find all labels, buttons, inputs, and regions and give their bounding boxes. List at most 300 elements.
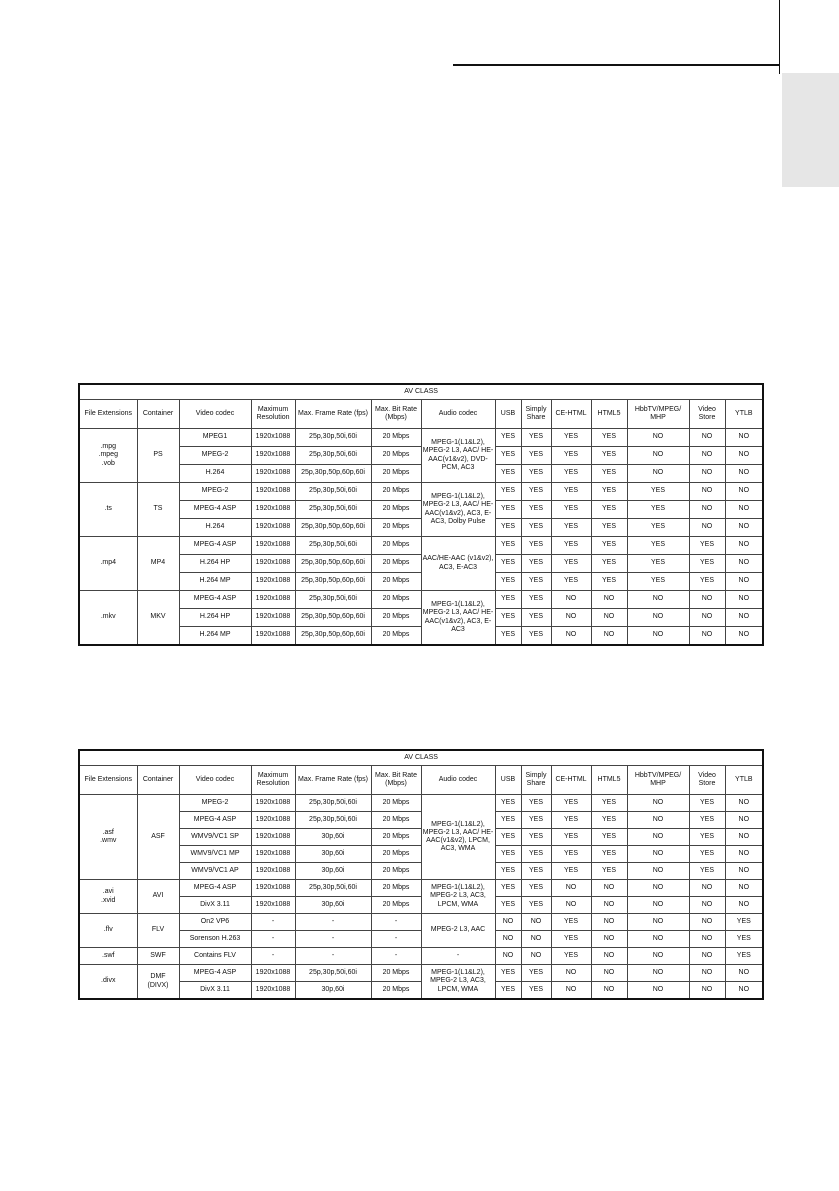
support-flag-cell: YES [495, 483, 521, 501]
video-codec-cell: H.264 HP [179, 555, 251, 573]
file-extension-cell: .asf .wmv [79, 795, 137, 880]
support-flag-cell: NO [689, 948, 725, 965]
bit-rate-cell: 20 Mbps [371, 863, 421, 880]
video-codec-cell: H.264 HP [179, 609, 251, 627]
resolution-cell: 1920x1088 [251, 447, 295, 465]
support-flag-cell: NO [627, 846, 689, 863]
video-codec-cell: H.264 MP [179, 573, 251, 591]
audio-codec-cell: AAC/HE-AAC (v1&v2), AC3, E-AC3 [421, 537, 495, 591]
support-flag-cell: YES [521, 965, 551, 982]
frame-rate-cell: 25p,30p,50i,60i [295, 501, 371, 519]
video-codec-cell: On2 VP6 [179, 914, 251, 931]
table-row [79, 965, 763, 982]
video-codec-cell: MPEG-2 [179, 483, 251, 501]
table-row [79, 948, 763, 965]
support-flag-cell: YES [495, 591, 521, 609]
support-flag-cell: NO [627, 897, 689, 914]
support-flag-cell: NO [551, 880, 591, 897]
support-flag-cell: YES [551, 555, 591, 573]
support-flag-cell: YES [551, 537, 591, 555]
support-flag-cell: NO [725, 846, 763, 863]
resolution-cell: 1920x1088 [251, 555, 295, 573]
support-flag-cell: YES [495, 812, 521, 829]
support-flag-cell: NO [725, 447, 763, 465]
bit-rate-cell: 20 Mbps [371, 537, 421, 555]
resolution-cell: 1920x1088 [251, 880, 295, 897]
frame-rate-cell: 25p,30p,50i,60i [295, 447, 371, 465]
support-flag-cell: YES [689, 812, 725, 829]
container-cell: MP4 [137, 537, 179, 591]
support-flag-cell: YES [591, 573, 627, 591]
frame-rate-cell: 25p,30p,50p,60p,60i [295, 555, 371, 573]
support-flag-cell: YES [591, 555, 627, 573]
support-flag-cell: NO [627, 965, 689, 982]
bit-rate-cell: 20 Mbps [371, 573, 421, 591]
resolution-cell: 1920x1088 [251, 863, 295, 880]
resolution-cell: 1920x1088 [251, 846, 295, 863]
support-flag-cell: NO [551, 609, 591, 627]
support-flag-cell: NO [551, 965, 591, 982]
container-cell: MKV [137, 591, 179, 646]
support-flag-cell: YES [591, 812, 627, 829]
support-flag-cell: NO [627, 880, 689, 897]
table-row [79, 795, 763, 812]
bit-rate-cell: 20 Mbps [371, 965, 421, 982]
support-flag-cell: NO [725, 812, 763, 829]
header-row [79, 766, 763, 795]
video-codec-cell: Sorenson H.263 [179, 931, 251, 948]
column-header: Simply Share [521, 400, 551, 429]
support-flag-cell: NO [725, 795, 763, 812]
support-flag-cell: YES [591, 483, 627, 501]
support-flag-cell: YES [627, 537, 689, 555]
resolution-cell: 1920x1088 [251, 429, 295, 447]
support-flag-cell: NO [725, 429, 763, 447]
frame-rate-cell: 30p,60i [295, 829, 371, 846]
support-flag-cell: NO [725, 965, 763, 982]
bit-rate-cell: 20 Mbps [371, 829, 421, 846]
support-flag-cell: YES [725, 914, 763, 931]
column-header: Maximum Resolution [251, 766, 295, 795]
support-flag-cell: NO [725, 519, 763, 537]
support-flag-cell: NO [627, 948, 689, 965]
av-class-table-1 [78, 383, 764, 646]
bit-rate-cell: - [371, 914, 421, 931]
support-flag-cell: NO [591, 965, 627, 982]
support-flag-cell: YES [591, 429, 627, 447]
support-flag-cell: NO [689, 965, 725, 982]
support-flag-cell: NO [551, 897, 591, 914]
resolution-cell: 1920x1088 [251, 591, 295, 609]
support-flag-cell: NO [627, 795, 689, 812]
support-flag-cell: YES [521, 483, 551, 501]
bit-rate-cell: 20 Mbps [371, 812, 421, 829]
file-extension-cell: .ts [79, 483, 137, 537]
video-codec-cell: MPEG-4 ASP [179, 965, 251, 982]
file-extension-cell: .divx [79, 965, 137, 1000]
frame-rate-cell: 25p,30p,50i,60i [295, 965, 371, 982]
support-flag-cell: NO [495, 948, 521, 965]
support-flag-cell: YES [551, 501, 591, 519]
video-codec-cell: DivX 3.11 [179, 897, 251, 914]
support-flag-cell: YES [689, 573, 725, 591]
column-header: YTLB [725, 766, 763, 795]
support-flag-cell: NO [689, 880, 725, 897]
video-codec-cell: DivX 3.11 [179, 982, 251, 1000]
support-flag-cell: YES [591, 863, 627, 880]
bit-rate-cell: 20 Mbps [371, 483, 421, 501]
support-flag-cell: NO [689, 465, 725, 483]
support-flag-cell: YES [591, 465, 627, 483]
support-flag-cell: NO [591, 627, 627, 646]
audio-codec-cell: MPEG-1(L1&L2), MPEG-2 L3, AAC/ HE-AAC(v1&v2), AC3, E-AC3, Dolby Pulse [421, 483, 495, 537]
support-flag-cell: NO [627, 429, 689, 447]
table-row [79, 880, 763, 897]
support-flag-cell: NO [627, 812, 689, 829]
video-codec-cell: H.264 [179, 465, 251, 483]
side-language-tab [782, 73, 839, 187]
audio-codec-cell: MPEG-1(L1&L2), MPEG-2 L3, AC3, LPCM, WMA [421, 965, 495, 1000]
support-flag-cell: NO [725, 829, 763, 846]
support-flag-cell: YES [591, 501, 627, 519]
resolution-cell: 1920x1088 [251, 965, 295, 982]
video-codec-cell: MPEG-4 ASP [179, 591, 251, 609]
audio-codec-cell: MPEG-2 L3, AAC [421, 914, 495, 948]
support-flag-cell: YES [495, 846, 521, 863]
header-rule [453, 64, 779, 66]
column-header: Audio codec [421, 766, 495, 795]
support-flag-cell: YES [521, 537, 551, 555]
support-flag-cell: YES [551, 465, 591, 483]
table-row [79, 483, 763, 501]
video-codec-cell: MPEG-4 ASP [179, 501, 251, 519]
support-flag-cell: YES [521, 863, 551, 880]
column-header: HTML5 [591, 400, 627, 429]
video-codec-cell: MPEG-4 ASP [179, 812, 251, 829]
support-flag-cell: NO [725, 609, 763, 627]
video-codec-cell: H.264 [179, 519, 251, 537]
bit-rate-cell: 20 Mbps [371, 447, 421, 465]
video-codec-cell: MPEG-2 [179, 795, 251, 812]
support-flag-cell: NO [551, 627, 591, 646]
resolution-cell: 1920x1088 [251, 812, 295, 829]
support-flag-cell: YES [521, 555, 551, 573]
support-flag-cell: YES [591, 519, 627, 537]
support-flag-cell: NO [627, 447, 689, 465]
support-flag-cell: NO [627, 931, 689, 948]
support-flag-cell: YES [551, 429, 591, 447]
support-flag-cell: YES [521, 982, 551, 1000]
support-flag-cell: YES [591, 537, 627, 555]
column-header: File Extensions [79, 766, 137, 795]
video-codec-cell: MPEG-2 [179, 447, 251, 465]
table-title: AV CLASS [79, 384, 763, 400]
frame-rate-cell: 25p,30p,50i,60i [295, 880, 371, 897]
frame-rate-cell: 25p,30p,50p,60p,60i [295, 519, 371, 537]
resolution-cell: 1920x1088 [251, 537, 295, 555]
support-flag-cell: NO [725, 627, 763, 646]
support-flag-cell: YES [521, 501, 551, 519]
column-header: HbbTV/MPEG/ MHP [627, 400, 689, 429]
support-flag-cell: YES [495, 897, 521, 914]
bit-rate-cell: 20 Mbps [371, 555, 421, 573]
support-flag-cell: NO [725, 537, 763, 555]
support-flag-cell: YES [591, 447, 627, 465]
column-header: Max. Frame Rate (fps) [295, 766, 371, 795]
title-row [79, 384, 763, 400]
support-flag-cell: NO [689, 627, 725, 646]
column-header: Max. Bit Rate (Mbps) [371, 766, 421, 795]
support-flag-cell: YES [551, 483, 591, 501]
support-flag-cell: YES [627, 483, 689, 501]
support-flag-cell: YES [495, 429, 521, 447]
bit-rate-cell: 20 Mbps [371, 429, 421, 447]
resolution-cell: 1920x1088 [251, 897, 295, 914]
support-flag-cell: YES [495, 880, 521, 897]
support-flag-cell: NO [551, 591, 591, 609]
frame-rate-cell: 25p,30p,50i,60i [295, 591, 371, 609]
support-flag-cell: YES [591, 795, 627, 812]
frame-rate-cell: - [295, 948, 371, 965]
support-flag-cell: NO [591, 609, 627, 627]
title-row [79, 750, 763, 766]
support-flag-cell: YES [627, 519, 689, 537]
support-flag-cell: NO [689, 501, 725, 519]
support-flag-cell: YES [689, 555, 725, 573]
frame-rate-cell: 25p,30p,50p,60p,60i [295, 627, 371, 646]
column-header: USB [495, 766, 521, 795]
support-flag-cell: YES [495, 447, 521, 465]
support-flag-cell: YES [521, 627, 551, 646]
support-flag-cell: YES [551, 812, 591, 829]
support-flag-cell: YES [521, 573, 551, 591]
frame-rate-cell: 30p,60i [295, 863, 371, 880]
bit-rate-cell: 20 Mbps [371, 982, 421, 1000]
support-flag-cell: NO [591, 931, 627, 948]
support-flag-cell: YES [521, 519, 551, 537]
column-header: CE-HTML [551, 766, 591, 795]
bit-rate-cell: 20 Mbps [371, 609, 421, 627]
file-extension-cell: .flv [79, 914, 137, 948]
table-row [79, 429, 763, 447]
support-flag-cell: YES [521, 829, 551, 846]
resolution-cell: 1920x1088 [251, 501, 295, 519]
container-cell: PS [137, 429, 179, 483]
support-flag-cell: NO [591, 591, 627, 609]
support-flag-cell: NO [689, 931, 725, 948]
support-flag-cell: YES [551, 948, 591, 965]
resolution-cell: 1920x1088 [251, 627, 295, 646]
container-cell: SWF [137, 948, 179, 965]
support-flag-cell: NO [725, 591, 763, 609]
frame-rate-cell: 25p,30p,50i,60i [295, 812, 371, 829]
support-flag-cell: YES [495, 982, 521, 1000]
support-flag-cell: NO [689, 591, 725, 609]
table-title: AV CLASS [79, 750, 763, 766]
support-flag-cell: NO [689, 897, 725, 914]
support-flag-cell: YES [521, 880, 551, 897]
bit-rate-cell: 20 Mbps [371, 501, 421, 519]
column-header: Audio codec [421, 400, 495, 429]
support-flag-cell: YES [495, 609, 521, 627]
support-flag-cell: NO [627, 465, 689, 483]
support-flag-cell: YES [627, 573, 689, 591]
audio-codec-cell: MPEG-1(L1&L2), MPEG-2 L3, AC3, LPCM, WMA [421, 880, 495, 914]
column-header: CE-HTML [551, 400, 591, 429]
support-flag-cell: YES [689, 863, 725, 880]
support-flag-cell: YES [495, 465, 521, 483]
resolution-cell: - [251, 948, 295, 965]
frame-rate-cell: 25p,30p,50p,60p,60i [295, 465, 371, 483]
support-flag-cell: YES [495, 573, 521, 591]
support-flag-cell: YES [495, 863, 521, 880]
bit-rate-cell: - [371, 931, 421, 948]
bit-rate-cell: 20 Mbps [371, 591, 421, 609]
support-flag-cell: YES [551, 447, 591, 465]
support-flag-cell: YES [627, 501, 689, 519]
resolution-cell: 1920x1088 [251, 465, 295, 483]
video-codec-cell: MPEG1 [179, 429, 251, 447]
support-flag-cell: NO [591, 948, 627, 965]
resolution-cell: 1920x1088 [251, 519, 295, 537]
resolution-cell: - [251, 931, 295, 948]
video-codec-cell: H.264 MP [179, 627, 251, 646]
support-flag-cell: NO [689, 447, 725, 465]
resolution-cell: - [251, 914, 295, 931]
support-flag-cell: NO [521, 948, 551, 965]
video-codec-cell: WMV9/VC1 SP [179, 829, 251, 846]
support-flag-cell: YES [521, 591, 551, 609]
column-header: Container [137, 400, 179, 429]
support-flag-cell: YES [689, 795, 725, 812]
support-flag-cell: YES [495, 795, 521, 812]
container-cell: AVI [137, 880, 179, 914]
header-vertical-rule [779, 0, 780, 74]
support-flag-cell: NO [521, 931, 551, 948]
audio-codec-cell: MPEG-1(L1&L2), MPEG-2 L3, AAC/ HE-AAC(v1&v2), DVD-PCM, AC3 [421, 429, 495, 483]
support-flag-cell: NO [725, 483, 763, 501]
support-flag-cell: YES [495, 627, 521, 646]
file-extension-cell: .avi .xvid [79, 880, 137, 914]
column-header: Video Store [689, 400, 725, 429]
table-row [79, 591, 763, 609]
support-flag-cell: NO [689, 519, 725, 537]
support-flag-cell: YES [521, 795, 551, 812]
column-header: Simply Share [521, 766, 551, 795]
support-flag-cell: NO [591, 897, 627, 914]
video-codec-cell: MPEG-4 ASP [179, 880, 251, 897]
support-flag-cell: YES [689, 537, 725, 555]
file-extension-cell: .mp4 [79, 537, 137, 591]
support-flag-cell: YES [521, 447, 551, 465]
frame-rate-cell: 30p,60i [295, 897, 371, 914]
column-header: HbbTV/MPEG/ MHP [627, 766, 689, 795]
frame-rate-cell: - [295, 931, 371, 948]
support-flag-cell: NO [551, 982, 591, 1000]
container-cell: FLV [137, 914, 179, 948]
bit-rate-cell: 20 Mbps [371, 627, 421, 646]
column-header: Max. Frame Rate (fps) [295, 400, 371, 429]
support-flag-cell: NO [725, 465, 763, 483]
column-header: YTLB [725, 400, 763, 429]
audio-codec-cell: MPEG-1(L1&L2), MPEG-2 L3, AAC/ HE-AAC(v1&v2), LPCM, AC3, WMA [421, 795, 495, 880]
resolution-cell: 1920x1088 [251, 483, 295, 501]
frame-rate-cell: 30p,60i [295, 846, 371, 863]
support-flag-cell: YES [725, 948, 763, 965]
support-flag-cell: NO [689, 982, 725, 1000]
frame-rate-cell: 25p,30p,50i,60i [295, 483, 371, 501]
frame-rate-cell: 25p,30p,50p,60p,60i [295, 573, 371, 591]
audio-codec-cell: MPEG-1(L1&L2), MPEG-2 L3, AAC/ HE-AAC(v1&v2), AC3, E-AC3 [421, 591, 495, 646]
support-flag-cell: NO [591, 914, 627, 931]
header-row [79, 400, 763, 429]
support-flag-cell: NO [591, 982, 627, 1000]
resolution-cell: 1920x1088 [251, 829, 295, 846]
column-header: Maximum Resolution [251, 400, 295, 429]
support-flag-cell: YES [495, 555, 521, 573]
bit-rate-cell: - [371, 948, 421, 965]
support-flag-cell: YES [551, 914, 591, 931]
support-flag-cell: NO [725, 573, 763, 591]
support-flag-cell: YES [495, 965, 521, 982]
support-flag-cell: NO [627, 863, 689, 880]
bit-rate-cell: 20 Mbps [371, 897, 421, 914]
resolution-cell: 1920x1088 [251, 795, 295, 812]
bit-rate-cell: 20 Mbps [371, 519, 421, 537]
support-flag-cell: NO [627, 591, 689, 609]
support-flag-cell: YES [689, 846, 725, 863]
container-cell: ASF [137, 795, 179, 880]
support-flag-cell: NO [495, 931, 521, 948]
support-flag-cell: YES [551, 795, 591, 812]
column-header: Video codec [179, 400, 251, 429]
video-codec-cell: Contains FLV [179, 948, 251, 965]
support-flag-cell: YES [495, 501, 521, 519]
support-flag-cell: NO [725, 555, 763, 573]
frame-rate-cell: - [295, 914, 371, 931]
file-extension-cell: .mkv [79, 591, 137, 646]
support-flag-cell: NO [725, 982, 763, 1000]
video-codec-cell: MPEG-4 ASP [179, 537, 251, 555]
support-flag-cell: YES [551, 829, 591, 846]
support-flag-cell: YES [551, 573, 591, 591]
column-header: Video Store [689, 766, 725, 795]
bit-rate-cell: 20 Mbps [371, 846, 421, 863]
support-flag-cell: YES [521, 846, 551, 863]
frame-rate-cell: 25p,30p,50i,60i [295, 429, 371, 447]
file-extension-cell: .mpg .mpeg .vob [79, 429, 137, 483]
support-flag-cell: YES [551, 863, 591, 880]
support-flag-cell: YES [689, 829, 725, 846]
support-flag-cell: NO [521, 914, 551, 931]
bit-rate-cell: 20 Mbps [371, 795, 421, 812]
frame-rate-cell: 25p,30p,50i,60i [295, 795, 371, 812]
support-flag-cell: NO [495, 914, 521, 931]
support-flag-cell: NO [627, 609, 689, 627]
audio-codec-cell: - [421, 948, 495, 965]
support-flag-cell: NO [725, 863, 763, 880]
support-flag-cell: YES [591, 846, 627, 863]
support-flag-cell: NO [725, 897, 763, 914]
support-flag-cell: NO [627, 914, 689, 931]
support-flag-cell: YES [551, 846, 591, 863]
support-flag-cell: NO [689, 429, 725, 447]
support-flag-cell: NO [689, 609, 725, 627]
container-cell: DMF (DIVX) [137, 965, 179, 1000]
support-flag-cell: YES [551, 931, 591, 948]
support-flag-cell: YES [591, 829, 627, 846]
frame-rate-cell: 25p,30p,50p,60p,60i [295, 609, 371, 627]
